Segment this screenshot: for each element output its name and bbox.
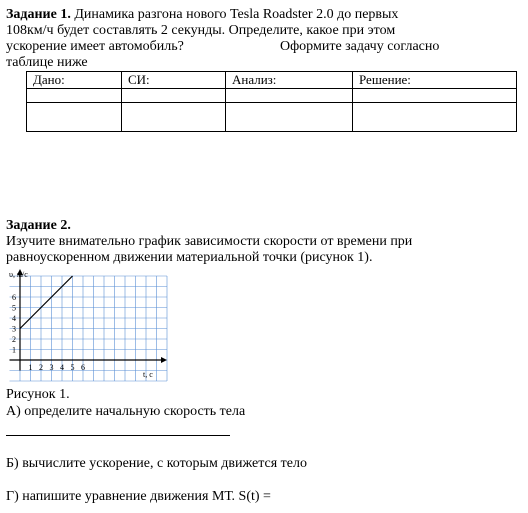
velocity-time-graph (6, 267, 168, 385)
graph-grid (10, 276, 168, 381)
task2-heading (6, 218, 71, 234)
table-cell[interactable] (226, 89, 353, 103)
table-cell[interactable] (353, 103, 517, 132)
y-tick-label: 6 (12, 293, 16, 302)
figure-caption: Рисунок 1. (6, 387, 70, 402)
table-cell[interactable] (27, 103, 122, 132)
velocity-line (20, 276, 73, 329)
x-axis-arrow (161, 357, 167, 363)
task1-line3a: ускорение имеет автомобиль? (6, 39, 184, 54)
task1-line1 (6, 7, 398, 23)
question-g: Г) напишите уравнение движения МТ. S(t) = (6, 489, 271, 504)
y-tick-label: 2 (12, 335, 16, 344)
x-tick-label: 5 (70, 363, 75, 372)
table-cell[interactable] (122, 103, 226, 132)
task1-table (26, 71, 517, 132)
y-axis-label: υ, м/с (9, 270, 28, 279)
table-row (27, 103, 517, 132)
answer-line-a[interactable] (6, 435, 230, 436)
table-header-dano: Дано: (27, 72, 122, 89)
y-tick-label: 3 (12, 324, 16, 334)
x-tick-label: 4 (60, 363, 64, 372)
y-tick-label: 4 (12, 314, 16, 323)
task2-line2: равноускоренном движении материальной точки (рисунок 1). (6, 250, 373, 265)
table-header-analiz: Анализ: (226, 72, 353, 89)
task1-line4: таблице ниже (6, 55, 88, 70)
x-tick-label: 3 (49, 363, 54, 372)
table-cell[interactable] (353, 89, 517, 103)
x-tick-label: 1 (28, 363, 33, 372)
question-a: А) определите начальную скорость тела (6, 404, 246, 419)
task1-heading: Задание 1. (6, 7, 71, 22)
table-header-row (27, 72, 517, 89)
graph-series (20, 276, 73, 329)
task1-line1-text: Динамика разгона нового Tesla Roadster 2.0 до первых (74, 7, 399, 22)
x-tick-label: 6 (81, 363, 85, 372)
task1-line3b: Оформите задачу согласно (280, 39, 440, 54)
table-cell[interactable] (27, 89, 122, 103)
question-b: Б) вычислите ускорение, с которым движется тело (6, 456, 307, 471)
table-row (27, 89, 517, 103)
table-header-si: СИ: (122, 72, 226, 89)
y-tick-label: 5 (12, 303, 16, 313)
graph-axes (10, 269, 168, 371)
task2-line1: Изучите внимательно график зависимости скорости от времени при (6, 234, 413, 249)
task2-heading-text: Задание 2. (6, 218, 71, 233)
task1-line2: 108км/ч будет составлять 2 секунды. Определите, какое при этом (6, 23, 396, 38)
y-tick-label: 1 (12, 345, 16, 355)
table-cell[interactable] (122, 89, 226, 103)
table-header-reshenie: Решение: (353, 72, 517, 89)
table-cell[interactable] (226, 103, 353, 132)
x-axis-label: t, с (143, 370, 153, 379)
x-tick-label: 2 (39, 363, 43, 372)
